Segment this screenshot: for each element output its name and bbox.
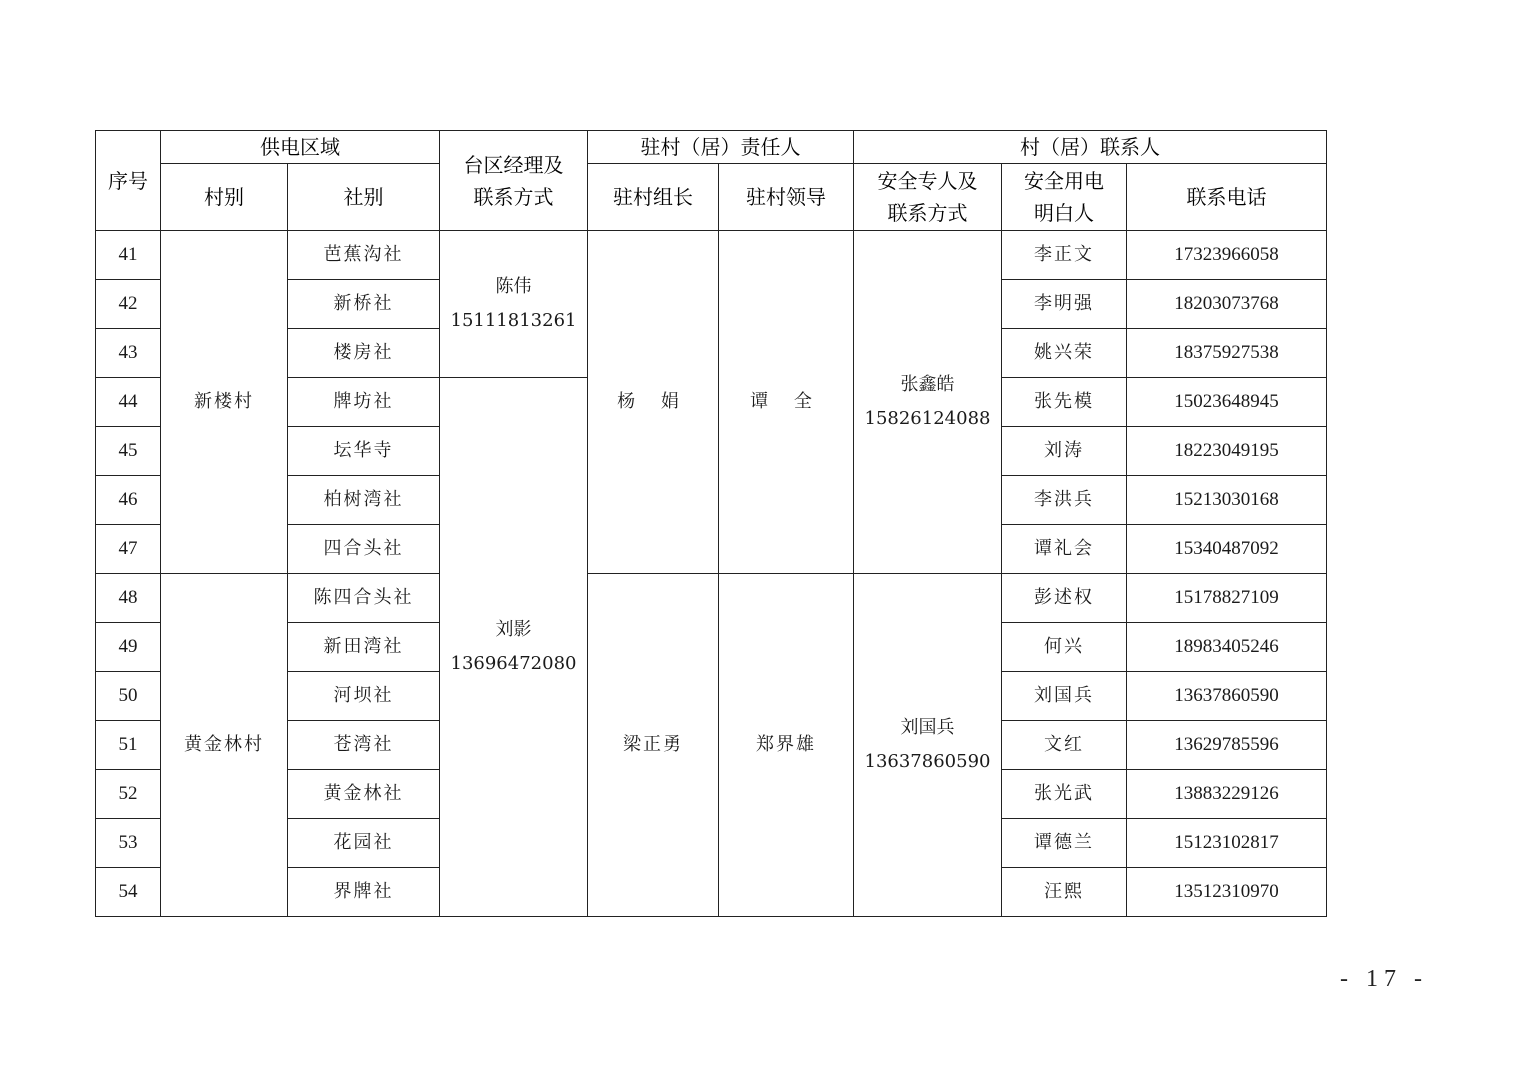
phone-cell: 18375927538 bbox=[1127, 329, 1327, 378]
society-cell: 苍湾社 bbox=[288, 721, 440, 770]
team-leader-cell: 杨 娟 bbox=[588, 231, 719, 574]
society-cell: 牌坊社 bbox=[288, 378, 440, 427]
society-cell: 坛华寺 bbox=[288, 427, 440, 476]
header-team-leader: 驻村组长 bbox=[588, 164, 719, 231]
header-safety-line2: 联系方式 bbox=[887, 201, 968, 225]
person-cell: 刘国兵 bbox=[1002, 672, 1127, 721]
safety-phone: 13637860590 bbox=[864, 751, 991, 772]
society-cell: 芭蕉沟社 bbox=[288, 231, 440, 280]
page-number: - 17 - bbox=[1340, 966, 1428, 992]
header-village: 村别 bbox=[161, 164, 288, 231]
phone-cell: 13637860590 bbox=[1127, 672, 1327, 721]
seq-cell: 53 bbox=[96, 819, 161, 868]
header-manager bbox=[440, 131, 588, 231]
phone-cell: 18223049195 bbox=[1127, 427, 1327, 476]
header-electric-line1: 安全用电 bbox=[1024, 169, 1104, 193]
person-cell: 李明强 bbox=[1002, 280, 1127, 329]
table-row bbox=[96, 231, 1327, 280]
seq-cell: 52 bbox=[96, 770, 161, 819]
society-cell: 楼房社 bbox=[288, 329, 440, 378]
manager-cell bbox=[440, 231, 588, 378]
person-cell: 何兴 bbox=[1002, 623, 1127, 672]
manager-phone: 13696472080 bbox=[450, 653, 577, 674]
seq-cell: 47 bbox=[96, 525, 161, 574]
seq-cell: 50 bbox=[96, 672, 161, 721]
phone-cell: 15023648945 bbox=[1127, 378, 1327, 427]
header-resident-group: 驻村（居）责任人 bbox=[588, 131, 854, 164]
header-safety-line1: 安全专人及 bbox=[877, 169, 978, 193]
society-cell: 新桥社 bbox=[288, 280, 440, 329]
contact-table bbox=[95, 130, 1327, 917]
seq-cell: 44 bbox=[96, 378, 161, 427]
seq-cell: 49 bbox=[96, 623, 161, 672]
phone-cell: 13512310970 bbox=[1127, 868, 1327, 917]
safety-name: 刘国兵 bbox=[900, 717, 955, 738]
safety-phone: 15826124088 bbox=[864, 408, 991, 429]
society-cell: 四合头社 bbox=[288, 525, 440, 574]
village-cell: 黄金林村 bbox=[161, 574, 288, 917]
village-cell: 新楼村 bbox=[161, 231, 288, 574]
header-manager-line2: 联系方式 bbox=[473, 184, 554, 209]
person-cell: 张先模 bbox=[1002, 378, 1127, 427]
header-supply-area: 供电区域 bbox=[161, 131, 440, 164]
header-row-2 bbox=[96, 164, 1327, 231]
society-cell: 花园社 bbox=[288, 819, 440, 868]
society-cell: 黄金林社 bbox=[288, 770, 440, 819]
person-cell: 李正文 bbox=[1002, 231, 1127, 280]
seq-cell: 41 bbox=[96, 231, 161, 280]
village-leader-cell: 郑界雄 bbox=[719, 574, 854, 917]
header-safety bbox=[854, 164, 1002, 231]
safety-cell bbox=[854, 231, 1002, 574]
team-leader-cell: 梁正勇 bbox=[588, 574, 719, 917]
phone-cell: 13883229126 bbox=[1127, 770, 1327, 819]
table-row bbox=[96, 574, 1327, 623]
phone-cell: 15123102817 bbox=[1127, 819, 1327, 868]
person-cell: 刘涛 bbox=[1002, 427, 1127, 476]
phone-cell: 15340487092 bbox=[1127, 525, 1327, 574]
person-cell: 文红 bbox=[1002, 721, 1127, 770]
society-cell: 新田湾社 bbox=[288, 623, 440, 672]
manager-cell bbox=[440, 378, 588, 917]
person-cell: 汪熙 bbox=[1002, 868, 1127, 917]
manager-name: 陈伟 bbox=[495, 276, 532, 297]
phone-cell: 18203073768 bbox=[1127, 280, 1327, 329]
seq-cell: 46 bbox=[96, 476, 161, 525]
society-cell: 河坝社 bbox=[288, 672, 440, 721]
header-society: 社别 bbox=[288, 164, 440, 231]
header-row-1 bbox=[96, 131, 1327, 164]
society-cell: 陈四合头社 bbox=[288, 574, 440, 623]
header-village-leader: 驻村领导 bbox=[719, 164, 854, 231]
header-manager-line1: 台区经理及 bbox=[463, 152, 564, 177]
person-cell: 姚兴荣 bbox=[1002, 329, 1127, 378]
person-cell: 谭礼会 bbox=[1002, 525, 1127, 574]
phone-cell: 18983405246 bbox=[1127, 623, 1327, 672]
person-cell: 李洪兵 bbox=[1002, 476, 1127, 525]
person-cell: 彭述权 bbox=[1002, 574, 1127, 623]
header-electric bbox=[1002, 164, 1127, 231]
village-leader-cell: 谭 全 bbox=[719, 231, 854, 574]
seq-cell: 43 bbox=[96, 329, 161, 378]
header-seq: 序号 bbox=[96, 131, 161, 231]
header-contact-group: 村（居）联系人 bbox=[854, 131, 1327, 164]
seq-cell: 48 bbox=[96, 574, 161, 623]
manager-phone: 15111813261 bbox=[450, 310, 577, 331]
society-cell: 柏树湾社 bbox=[288, 476, 440, 525]
safety-name: 张鑫皓 bbox=[900, 374, 955, 395]
person-cell: 张光武 bbox=[1002, 770, 1127, 819]
seq-cell: 45 bbox=[96, 427, 161, 476]
seq-cell: 51 bbox=[96, 721, 161, 770]
phone-cell: 17323966058 bbox=[1127, 231, 1327, 280]
header-phone: 联系电话 bbox=[1127, 164, 1327, 231]
manager-name: 刘影 bbox=[495, 619, 532, 640]
phone-cell: 13629785596 bbox=[1127, 721, 1327, 770]
society-cell: 界牌社 bbox=[288, 868, 440, 917]
header-electric-line2: 明白人 bbox=[1034, 201, 1094, 225]
safety-cell bbox=[854, 574, 1002, 917]
person-cell: 谭德兰 bbox=[1002, 819, 1127, 868]
seq-cell: 42 bbox=[96, 280, 161, 329]
seq-cell: 54 bbox=[96, 868, 161, 917]
phone-cell: 15178827109 bbox=[1127, 574, 1327, 623]
phone-cell: 15213030168 bbox=[1127, 476, 1327, 525]
